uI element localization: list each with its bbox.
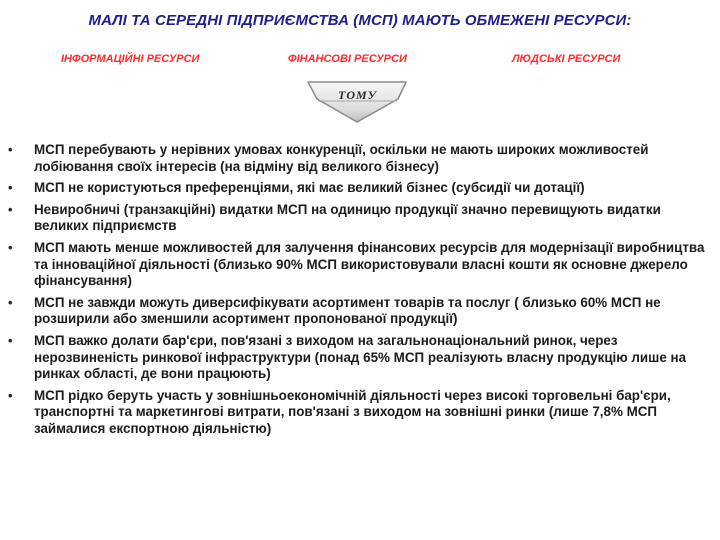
- bullet-marker: •: [8, 294, 13, 310]
- bullet-text: МСП важко долати бар'єри, пов'язані з виходом на загальнонаціональний ринок, через нерозвиненість ринкової інфраструктури (понад 65% МСП реалізують власну продукцію лише на ринках області, де вони працюють): [34, 332, 687, 382]
- bullet-marker: •: [8, 142, 13, 157]
- resource-human: ЛЮДСЬКІ РЕСУРСИ: [512, 53, 621, 65]
- arrow-label: ТОМУ: [337, 88, 377, 102]
- bullet-marker: •: [8, 201, 13, 217]
- resource-financial: ФІНАНСОВІ РЕСУРСИ: [288, 53, 407, 65]
- bullet-list: [8, 142, 706, 443]
- bullet-marker: •: [8, 180, 13, 196]
- bullet-text: МСП не користуються преференціями, які має великий бізнес (субсидії чи дотації): [34, 180, 585, 196]
- page-title: МАЛІ ТА СЕРЕДНІ ПІДПРИЄМСТВА (МСП) МАЮТЬ ОБМЕЖЕНІ РЕСУРСИ:: [88, 12, 632, 29]
- list-item: [8, 142, 706, 175]
- list-item: [8, 294, 706, 328]
- bullet-text: Невиробничі (транзакційні) видатки МСП на одиницю продукції значно перевищують видатки великих підприємств: [34, 201, 661, 234]
- list-item: [8, 180, 706, 197]
- bullet-text: МСП мають менше можливостей для залучення фінансових ресурсів для модернізації виробництва та інноваційної діяльності (близько 90% МСП використовували власні кошти як основне джерело фінансування): [34, 239, 705, 289]
- list-item: [8, 387, 706, 438]
- resource-information: ІНФОРМАЦІЙНІ РЕСУРСИ: [61, 53, 200, 65]
- list-item: [8, 201, 706, 235]
- bullet-marker: •: [8, 239, 13, 255]
- resources-row: [0, 53, 720, 71]
- bullet-text: МСП перебувають у нерівних умовах конкуренції, оскільки не мають широких можливостей лобіювання своїх інтересів (на відміну від великого бізнесу): [34, 142, 649, 174]
- list-item: [8, 332, 706, 383]
- bullet-text: МСП рідко беруть участь у зовнішньоекономічній діяльності через високі торговельні бар'єри, транспортні та маркетингові витрати, пов'язані з виходом на зовнішні ринки (лише 7,8% МСП займалися експортною діяльністю): [34, 387, 671, 436]
- therefore-arrow: [305, 78, 410, 125]
- bullet-marker: •: [8, 387, 13, 403]
- bullet-text: МСП не завжди можуть диверсифікувати асортимент товарів та послуг ( близько 60% МСП не розширили або зменшили асортимент пропонованої продукції): [34, 294, 661, 327]
- list-item: [8, 239, 706, 290]
- bullet-marker: •: [8, 332, 13, 348]
